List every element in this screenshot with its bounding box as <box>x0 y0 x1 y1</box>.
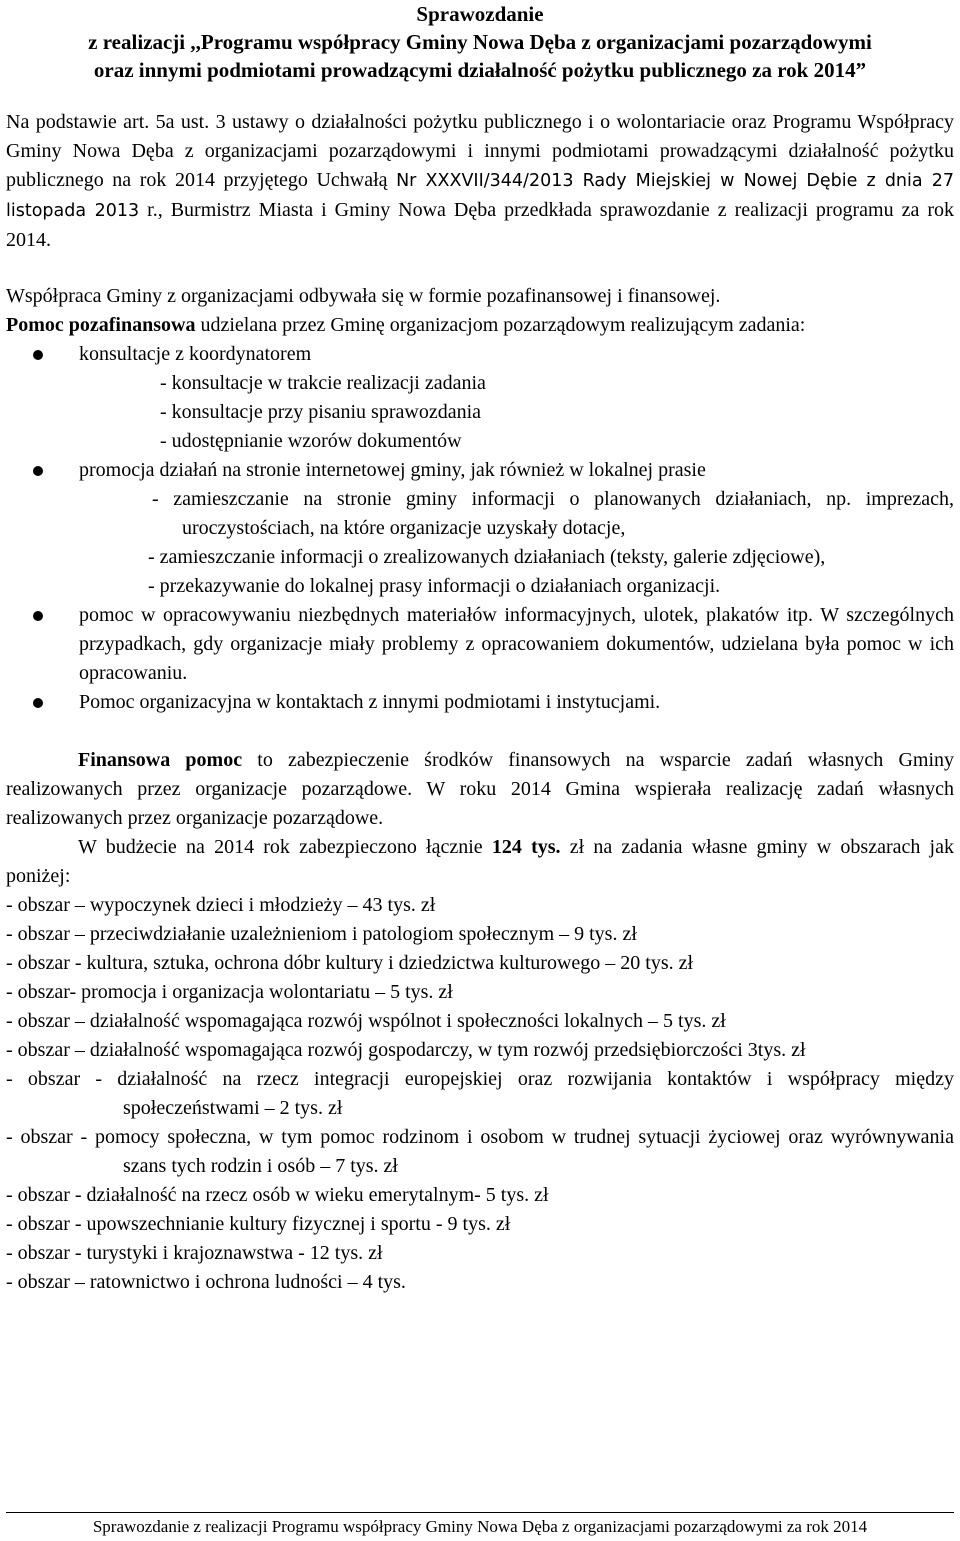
sub-item: - zamieszczanie na stronie gminy informacji o planowanych działaniach, np. imprezach, uroczystościach, na które organizacje uzyskały dotacje, <box>152 488 954 539</box>
title-line-1: Sprawozdanie <box>416 2 544 26</box>
sub-item: - konsultacje w trakcie realizacji zadania <box>160 372 486 394</box>
nonfinancial-list <box>6 340 954 717</box>
cooperation-paragraph: Współpraca Gminy z organizacjami odbywała się w formie pozafinansowej i finansowej. <box>6 285 721 307</box>
title-line-2: z realizacji ,,Programu współpracy Gminy Nowa Dęba z organizacjami pozarządowymi <box>88 30 872 54</box>
financial-heading: Finansowa pomoc <box>78 749 243 771</box>
document-title <box>6 0 954 84</box>
area-item: - obszar – wypoczynek dzieci i młodzieży – 43 tys. zł <box>6 894 436 916</box>
area-item: - obszar – ratownictwo i ochrona ludności – 4 tys. <box>6 1271 406 1293</box>
budget-amount: 124 tys. <box>491 836 561 858</box>
list-item <box>6 601 954 688</box>
intro-text-2: r., Burmistrz Miasta i Gminy Nowa Dęba przedkłada sprawozdanie z realizacji programu za rok 2014. <box>6 199 954 251</box>
nonfinancial-lead <box>6 311 954 340</box>
area-item: - obszar - działalność na rzecz osób w wieku emerytalnym- 5 tys. zł <box>6 1184 549 1206</box>
list-item-text: Pomoc organizacyjna w kontaktach z innymi podmiotami i instytucjami. <box>79 691 661 713</box>
document-page <box>6 0 955 1536</box>
nonfinancial-lead-text: udzielana przez Gminę organizacjom pozarządowym realizującym zadania: <box>195 314 806 336</box>
area-item: - obszar - turystyki i krajoznawstwa - 12 tys. zł <box>6 1242 383 1264</box>
list-item <box>6 456 954 601</box>
list-item-text: promocja działań na stronie internetowej gminy, jak również w lokalnej prasie <box>79 459 706 481</box>
list-item <box>6 340 954 456</box>
area-item: - obszar - pomocy społeczna, w tym pomoc rodzinom i osobom w trudnej sytuacji życiowej oraz wyrównywania szans tych rodzin i osób – 7 tys. zł <box>6 1126 954 1177</box>
sub-item: - zamieszczanie informacji o zrealizowanych działaniach (teksty, galerie zdjęciowe), <box>148 546 826 568</box>
sub-item: - udostępnianie wzorów dokumentów <box>160 430 462 452</box>
list-item <box>6 688 954 717</box>
area-item: - obszar- promocja i organizacja wolontariatu – 5 tys. zł <box>6 981 453 1003</box>
budget-paragraph <box>6 833 954 891</box>
sub-item: - konsultacje przy pisaniu sprawozdania <box>160 401 482 423</box>
list-item-text: konsultacje z koordynatorem <box>79 343 312 365</box>
area-item: - obszar - kultura, sztuka, ochrona dóbr kultury i dziedzictwa kulturowego – 20 tys. zł <box>6 952 694 974</box>
nonfinancial-heading: Pomoc pozafinansowa <box>6 314 196 336</box>
financial-lead <box>6 746 954 833</box>
sub-item: - przekazywanie do lokalnej prasy informacji o działaniach organizacji. <box>148 575 721 597</box>
budget-text-2: zł na zadania własne gminy w obszarach jak poniżej: <box>6 836 954 887</box>
area-item: - obszar - upowszechnianie kultury fizycznej i sportu - 9 tys. zł <box>6 1213 511 1235</box>
area-item: - obszar – działalność wspomagająca rozwój gospodarczy, w tym rozwój przedsiębiorczości 3tys. zł <box>6 1039 806 1061</box>
resolution-reference: Nr XXXVII/344/2013 Rady Miejskiej w Nowej Dębie z dnia 27 listopada 2013 <box>6 171 954 221</box>
budget-text-1: W budżecie na 2014 rok zabezpieczono łącznie <box>78 836 492 858</box>
intro-paragraph <box>6 108 954 255</box>
intro-text-1: Na podstawie art. 5a ust. 3 ustawy o działalności pożytku publicznego i o wolontariacie oraz Programu Współpracy Gminy Nowa Dęba z organizacjami pozarządowymi i innymi podmiotami prowadzącymi działalność pożytku publicznego na rok 2014 przyjętego Uchwałą <box>6 111 954 191</box>
area-item: - obszar – działalność wspomagająca rozwój wspólnot i społeczności lokalnych – 5 tys. zł <box>6 1010 726 1032</box>
title-line-3: oraz innymi podmiotami prowadzącymi działalność pożytku publicznego za rok 2014” <box>93 58 867 82</box>
page-footer: Sprawozdanie z realizacji Programu współpracy Gminy Nowa Dęba z organizacjami pozarządowymi za rok 2014 <box>92 1517 868 1536</box>
financial-lead-text: to zabezpieczenie środków finansowych na wsparcie zadań własnych Gminy realizowanych przez organizacje pozarządowe. W roku 2014 Gmina wspierała realizację zadań własnych realizowanych przez organizacje pozarządowe. <box>6 749 955 829</box>
areas-list <box>6 891 954 1297</box>
area-item: - obszar - działalność na rzecz integracji europejskiej oraz rozwijania kontaktów i współpracy między społeczeństwami – 2 tys. zł <box>6 1068 954 1119</box>
area-item: - obszar – przeciwdziałanie uzależnieniom i patologiom społecznym – 9 tys. zł <box>6 923 637 945</box>
footer-divider <box>6 1512 954 1513</box>
list-item-text: pomoc w opracowywaniu niezbędnych materiałów informacyjnych, ulotek, plakatów itp. W szczególnych przypadkach, gdy organizacje miały problemy z opracowaniem dokumentów, udzielana była pomoc w ich opracowaniu. <box>79 604 954 684</box>
